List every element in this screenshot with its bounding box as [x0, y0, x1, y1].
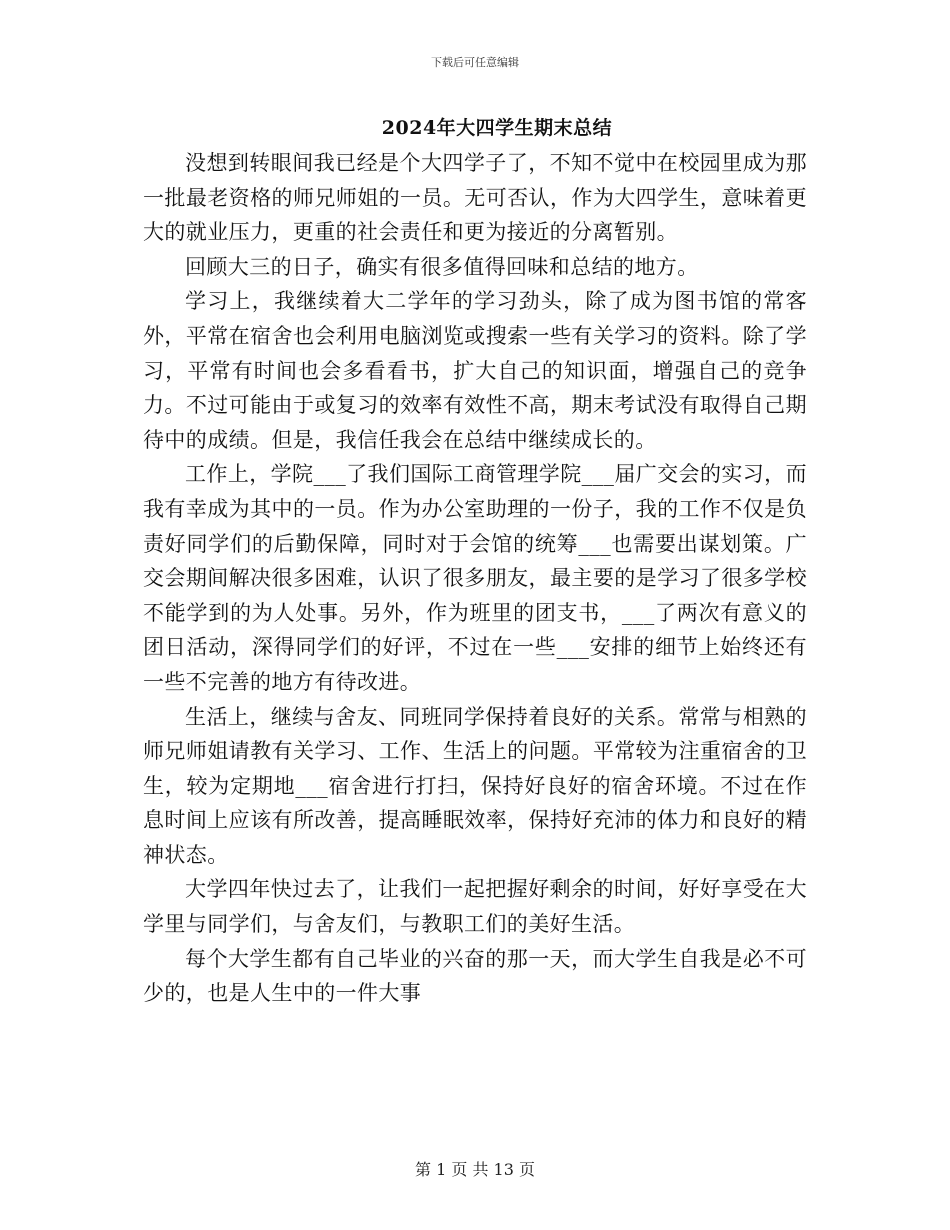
paragraph-review: 回顾大三的日子，确实有很多值得回味和总结的地方。: [185, 254, 699, 279]
paragraph-study: 学习上，我继续着大二学年的学习劲头，除了成为图书馆的常客外，平常在宿舍也会利用电脑浏览或搜索一些有关学习的资料。除了学习，平常有时间也会多看看书，扩大自己的知识面，增强自己的竞争力。不过可能由于或复习的效率有效性不高，期末考试没有取得自己期待中的成绩。但是，我信任我会在总结中继续成长的。: [143, 289, 807, 452]
paragraph-intro: 没想到转眼间我已经是个大四学子了，不知不觉中在校园里成为那一批最老资格的师兄师姐的一员。无可否认，作为大四学生，意味着更大的就业压力，更重的社会责任和更为接近的分离暂别。: [143, 151, 807, 245]
paragraph-work: 工作上，学院___了我们国际工商管理学院___届广交会的实习，而我有幸成为其中的一员。作为办公室助理的一份子，我的工作不仅是负责好同学们的后勤保障，同时对于会馆的统筹___也需要出谋划策。广交会期间解决很多困难，认识了很多朋友，最主要的是学习了很多学校不能学到的为人处事。另外，作为班里的团支书，___了两次有意义的团日活动，深得同学们的好评，不过在一些___安排的细节上始终还有一些不完善的地方有待改进。: [143, 462, 807, 694]
header-note: 下载后可任意编辑: [431, 56, 519, 69]
document-title: 2024年大四学生期末总结: [381, 117, 613, 139]
paragraph-closing: 大学四年快过去了，让我们一起把握好剩余的时间，好好享受在大学里与同学们，与舍友们，与教职工们的美好生活。: [143, 877, 807, 937]
document-body: [143, 146, 807, 1011]
paragraph-life: 生活上，继续与舍友、同班同学保持着良好的关系。常常与相熟的师兄师姐请教有关学习、工作、生活上的问题。平常较为注重宿舍的卫生，较为定期地___宿舍进行打扫，保持好良好的宿舍环境。不过在作息时间上应该有所改善，提高睡眠效率，保持好充沛的体力和良好的精神状态。: [143, 704, 807, 867]
paragraph-final: 每个大学生都有自己毕业的兴奋的那一天，而大学生自我是必不可少的，也是人生中的一件大事: [143, 946, 807, 1006]
page-number-footer: 第 1 页 共 13 页: [415, 1160, 535, 1179]
